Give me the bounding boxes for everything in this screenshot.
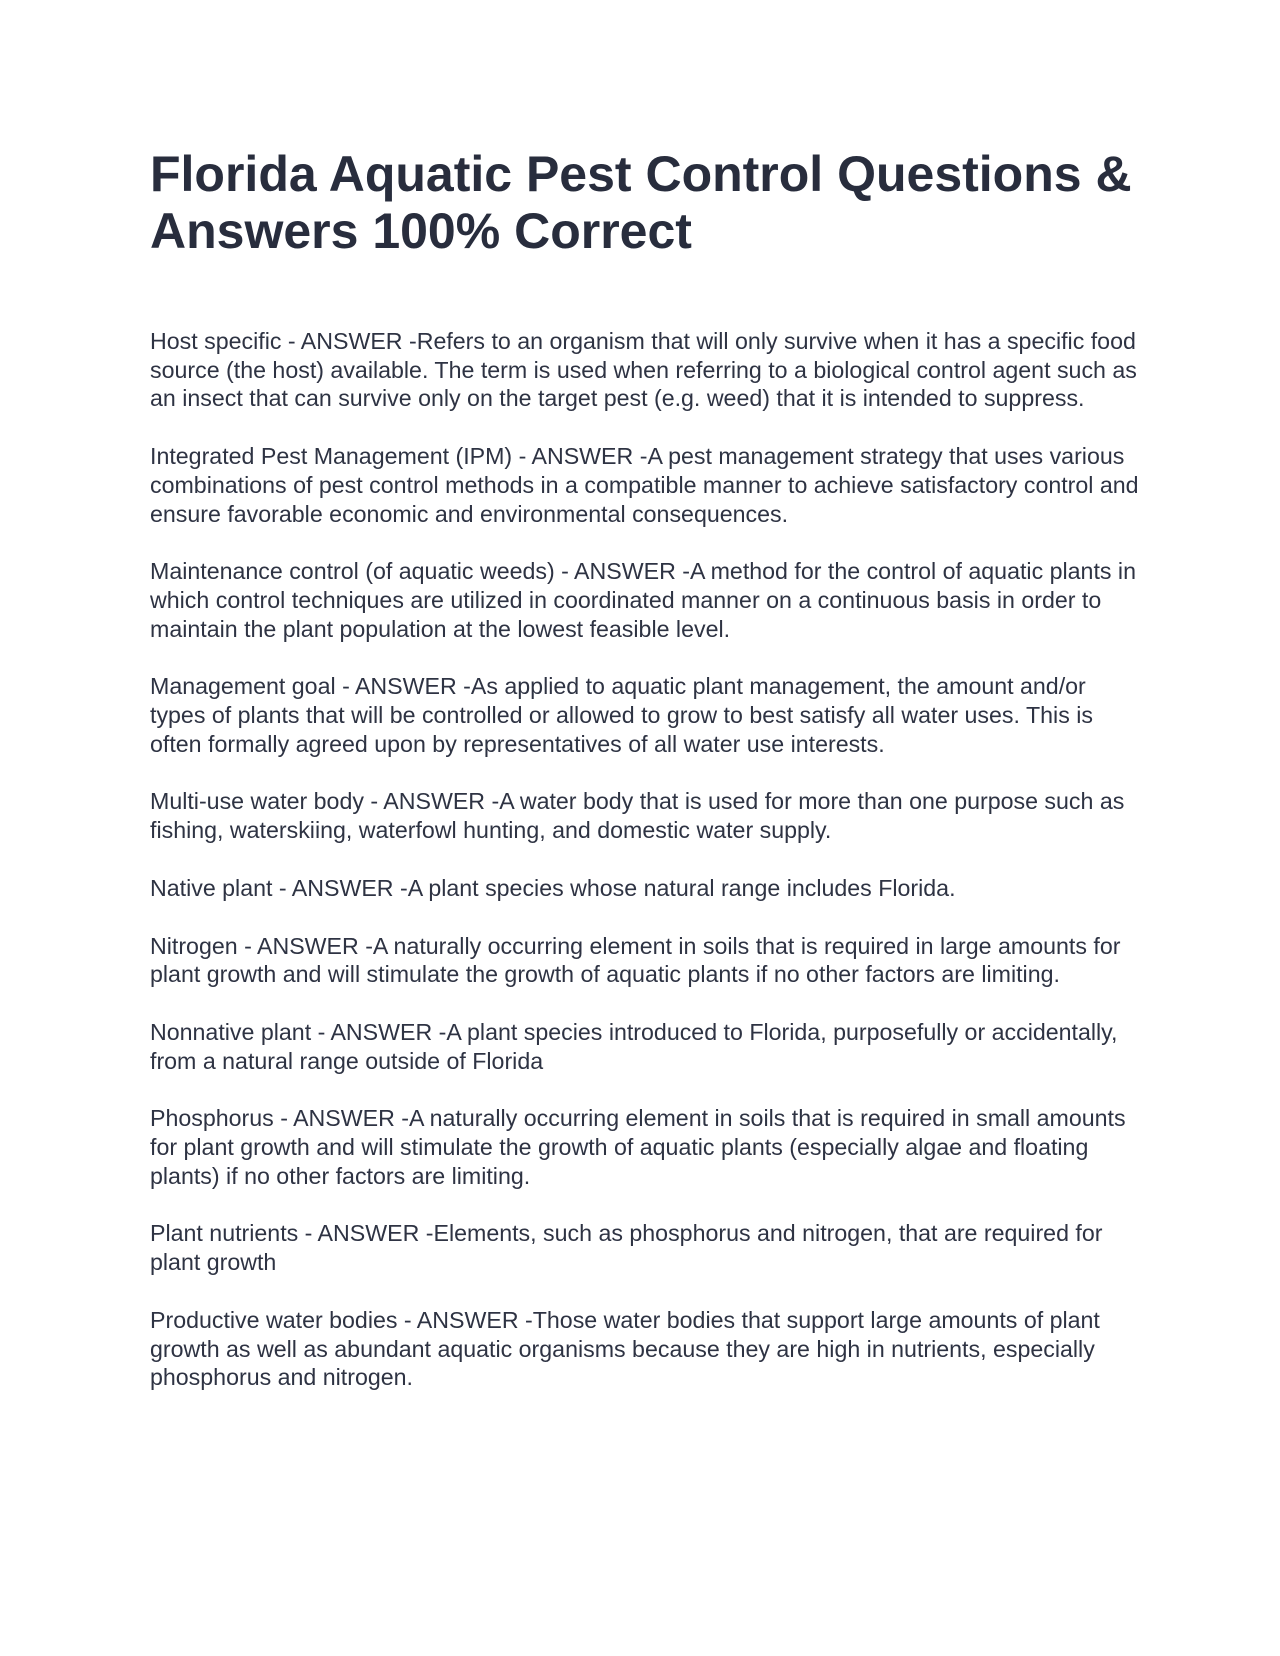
entry-definition: A plant species introduced to Florida, purposefully or accidentally, from a natural range outside of Florida xyxy=(150,1018,1118,1074)
entry-term: Nitrogen xyxy=(150,932,238,959)
entry-separator: - ANSWER - xyxy=(363,788,500,815)
entry-definition: A naturally occurring element in soils that is required in large amounts for plant growth and will stimulate the growth of aquatic plants if no other factors are limiting. xyxy=(150,932,1121,988)
entry-term: Nonnative plant xyxy=(150,1018,312,1045)
qa-entry-maintenance-control xyxy=(150,557,1140,643)
qa-entry-nonnative-plant xyxy=(150,1018,1140,1075)
entry-definition: As applied to aquatic plant management, the amount and/or types of plants that will be controlled or allowed to grow to best satisfy all water uses. This is often formally agreed upon by representatives of all water use interests. xyxy=(150,673,1093,757)
qa-entry-productive-water-bodies xyxy=(150,1306,1140,1392)
entry-separator: - ANSWER - xyxy=(554,558,690,585)
entry-definition: A naturally occurring element in soils that is required in small amounts for plant growth and will stimulate the growth of aquatic plants (especially algae and floating plants) if no other factors are limiting. xyxy=(150,1105,1126,1189)
entry-separator: - ANSWER - xyxy=(298,1220,434,1247)
entry-definition: Those water bodies that support large amounts of plant growth as well as abundant aquatic organisms because they are high in nutrients, especially phosphorus and nitrogen. xyxy=(150,1306,1100,1391)
entry-separator: - ANSWER - xyxy=(397,1306,533,1333)
entry-term: Phosphorus xyxy=(150,1105,274,1132)
entry-term: Host specific xyxy=(150,328,282,354)
entry-definition: A plant species whose natural range includes Florida. xyxy=(407,874,956,901)
entry-separator: - ANSWER - xyxy=(335,673,471,700)
entry-definition: Elements, such as phosphorus and nitrogen, that are required for plant growth xyxy=(150,1220,1103,1276)
entry-separator: - ANSWER - xyxy=(272,874,408,901)
entry-definition: Refers to an organism that will only survive when it has a specific food source (the host) available. The term is used when referring to a biological control agent such as an insect that can survive only on the target pest (e.g. weed) that it is intended to suppress. xyxy=(150,328,1137,412)
qa-entry-nitrogen xyxy=(150,932,1140,989)
entry-definition: A water body that is used for more than one purpose such as fishing, waterskiing, waterfowl hunting, and domestic water supply. xyxy=(150,788,1125,844)
qa-entry-management-goal xyxy=(150,672,1140,758)
entry-term: Integrated Pest Management (IPM) xyxy=(150,443,513,470)
entry-separator: - ANSWER - xyxy=(237,932,373,959)
entry-term: Plant nutrients xyxy=(150,1220,299,1247)
qa-entry-plant-nutrients xyxy=(150,1219,1140,1276)
entry-separator: - ANSWER - xyxy=(311,1018,447,1045)
document-title: Florida Aquatic Pest Control Questions & Answers 100% Correct xyxy=(150,146,1132,259)
entry-definition: A method for the control of aquatic plants in which control techniques are utilized in coordinated manner on a continuous basis in order to maintain the plant population at the lowest feasible level. xyxy=(150,558,1136,642)
qa-entry-multi-use-water-body xyxy=(150,787,1140,844)
entry-term: Maintenance control (of aquatic weeds) xyxy=(150,558,555,585)
entry-term: Management goal xyxy=(150,673,336,700)
qa-entry-phosphorus xyxy=(150,1104,1140,1190)
entry-term: Native plant xyxy=(150,874,273,901)
entry-term: Productive water bodies xyxy=(150,1306,398,1333)
entry-term: Multi-use water body xyxy=(150,788,364,815)
qa-entries xyxy=(150,327,1140,1392)
entry-separator: - ANSWER - xyxy=(273,1105,410,1132)
qa-entry-host-specific xyxy=(150,327,1140,413)
qa-entry-native-plant xyxy=(150,874,1140,903)
entry-separator: - ANSWER - xyxy=(512,443,648,470)
entry-definition: A pest management strategy that uses various combinations of pest control methods in a compatible manner to achieve satisfactory control and ensure favorable economic and environmental consequences. xyxy=(150,443,1139,527)
entry-separator: - ANSWER - xyxy=(281,328,417,354)
qa-entry-ipm xyxy=(150,442,1140,528)
document-page xyxy=(150,146,1140,1421)
